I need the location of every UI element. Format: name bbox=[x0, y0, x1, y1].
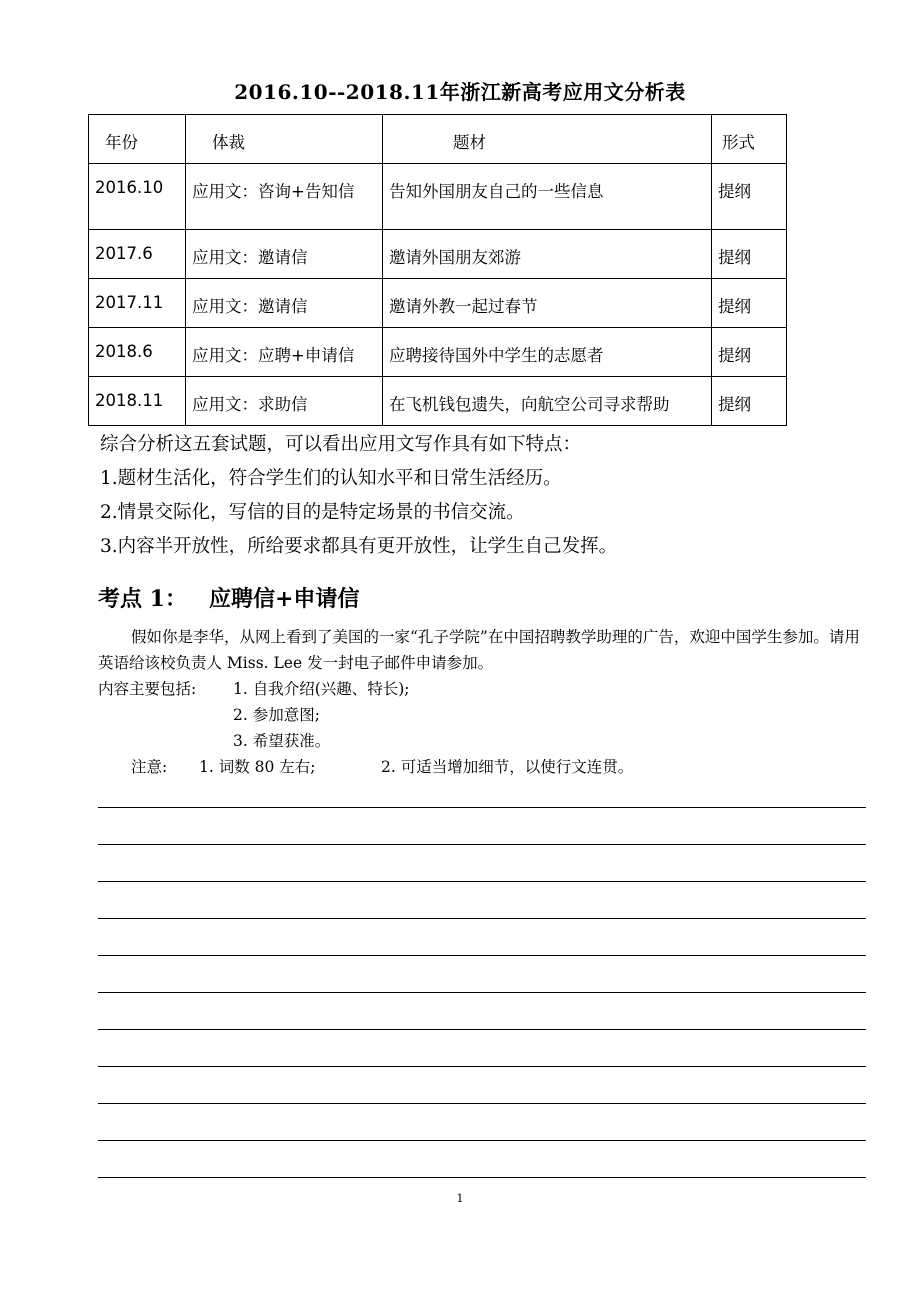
header-form: 形式 bbox=[712, 115, 787, 164]
answer-line[interactable] bbox=[98, 918, 866, 919]
answer-line[interactable] bbox=[98, 881, 866, 882]
cell-year: 2018.11 bbox=[89, 377, 186, 426]
page-title: 2016.10--2018.11年浙江新高考应用文分析表 bbox=[234, 80, 686, 104]
cell-year: 2016.10 bbox=[89, 164, 186, 230]
cell-topic: 应聘接待国外中学生的志愿者 bbox=[383, 328, 712, 377]
cell-topic: 邀请外国朋友郊游 bbox=[383, 230, 712, 279]
answer-line[interactable] bbox=[98, 1103, 866, 1104]
prompt-paragraph: 假如你是李华，从网上看到了美国的一家“孔子学院”在中国招聘教学助理的广告，欢迎中国学生参加。请用英语给该校负责人 Miss. Lee 发一封电子邮件申请参加。 bbox=[98, 628, 860, 672]
analysis-point: 1.题材生活化，符合学生们的认知水平和日常生活经历。 bbox=[100, 468, 562, 489]
cell-topic: 在飞机钱包遗失，向航空公司寻求帮助 bbox=[383, 377, 712, 426]
table-header-row bbox=[89, 115, 787, 164]
analysis-summary bbox=[100, 428, 880, 564]
answer-line[interactable] bbox=[98, 844, 866, 845]
analysis-point: 3.内容半开放性，所给要求都具有更开放性，让学生自己发挥。 bbox=[100, 536, 618, 557]
table-row bbox=[89, 377, 787, 426]
cell-genre: 应用文：邀请信 bbox=[186, 230, 383, 279]
section-number: 考点 1： bbox=[98, 586, 187, 612]
answer-line[interactable] bbox=[98, 1029, 866, 1030]
section-title: 应聘信+申请信 bbox=[208, 586, 360, 612]
cell-year: 2017.6 bbox=[89, 230, 186, 279]
cell-topic: 告知外国朋友自己的一些信息 bbox=[383, 164, 712, 230]
content-item: 3. 希望获准。 bbox=[233, 732, 331, 750]
cell-year: 2017.11 bbox=[89, 279, 186, 328]
section-heading bbox=[98, 582, 359, 613]
writing-prompt bbox=[98, 624, 868, 780]
analysis-table bbox=[88, 114, 787, 426]
note-item: 2. 可适当增加细节，以使行文连贯。 bbox=[381, 758, 634, 776]
header-year: 年份 bbox=[89, 115, 186, 164]
cell-genre: 应用文：咨询+告知信 bbox=[186, 164, 383, 230]
cell-form: 提纲 bbox=[712, 279, 787, 328]
answer-line[interactable] bbox=[98, 955, 866, 956]
content-row bbox=[98, 676, 868, 702]
notes-row bbox=[98, 754, 868, 780]
table-row bbox=[89, 230, 787, 279]
cell-genre: 应用文：邀请信 bbox=[186, 279, 383, 328]
header-genre: 体裁 bbox=[186, 115, 383, 164]
cell-genre: 应用文：求助信 bbox=[186, 377, 383, 426]
answer-line[interactable] bbox=[98, 1177, 866, 1178]
content-label: 内容主要包括: bbox=[98, 680, 197, 698]
answer-line[interactable] bbox=[98, 1140, 866, 1141]
answer-line[interactable] bbox=[98, 807, 866, 808]
answer-line[interactable] bbox=[98, 992, 866, 993]
analysis-intro: 综合分析这五套试题，可以看出应用文写作具有如下特点： bbox=[100, 434, 582, 455]
table-row bbox=[89, 164, 787, 230]
cell-form: 提纲 bbox=[712, 377, 787, 426]
note-label: 注意: bbox=[131, 758, 168, 776]
cell-topic: 邀请外教一起过春节 bbox=[383, 279, 712, 328]
page-number: 1 bbox=[456, 1192, 464, 1205]
cell-form: 提纲 bbox=[712, 328, 787, 377]
table-row bbox=[89, 328, 787, 377]
note-item: 1. 词数 80 左右; bbox=[199, 758, 316, 776]
cell-genre: 应用文：应聘+申请信 bbox=[186, 328, 383, 377]
table-row bbox=[89, 279, 787, 328]
header-topic: 题材 bbox=[383, 115, 712, 164]
cell-form: 提纲 bbox=[712, 230, 787, 279]
content-item: 2. 参加意图; bbox=[233, 706, 320, 724]
cell-form: 提纲 bbox=[712, 164, 787, 230]
analysis-point: 2.情景交际化，写信的目的是特定场景的书信交流。 bbox=[100, 502, 525, 523]
answer-line[interactable] bbox=[98, 1066, 866, 1067]
answer-lines bbox=[98, 807, 866, 1214]
content-item: 1. 自我介绍(兴趣、特长); bbox=[233, 680, 410, 698]
cell-year: 2018.6 bbox=[89, 328, 186, 377]
